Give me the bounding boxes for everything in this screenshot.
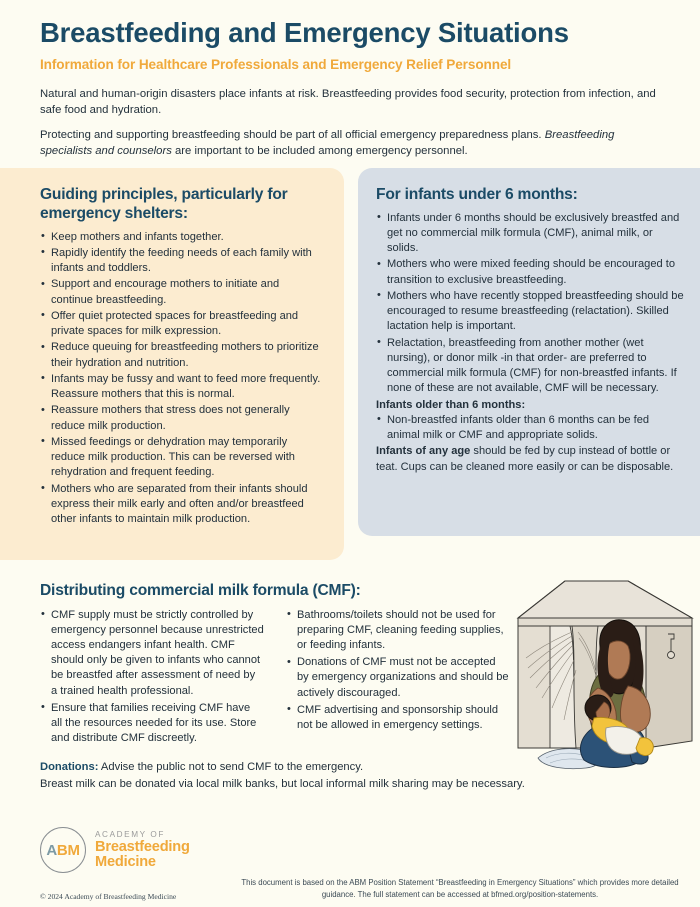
document-source-note <box>234 877 686 900</box>
intro-p2-lead: Protecting and supporting breastfeeding should be part of all official emergency preparedness plans. <box>40 128 545 141</box>
abm-letters-bm: BM <box>56 841 80 859</box>
abm-logo-text <box>95 830 190 871</box>
donations-text: Advise the public not to send CMF to the emergency. <box>98 761 364 774</box>
logo-brand-line1: Breastfeeding <box>95 838 190 855</box>
document-footer <box>0 822 700 907</box>
cmf-right-bullet-list <box>286 608 510 734</box>
list-item: • Keep mothers and infants together. <box>40 230 322 245</box>
donations-label: Donations: <box>40 761 99 774</box>
abm-monogram-icon <box>40 827 86 873</box>
intro-paragraph-2 <box>40 127 665 159</box>
intro-p2-tail: are important to be included among emergency personnel. <box>171 144 468 157</box>
list-item: • Mothers who were mixed feeding should be encouraged to transition to exclusive breastfeeding. <box>376 257 684 288</box>
list-item: • Missed feedings or dehydration may temporarily reduce milk production. This can be reversed with rehydration and frequent feeding. <box>40 435 322 481</box>
panel-infants-under-6-months <box>358 168 700 536</box>
cmf-column-right <box>286 608 510 749</box>
cmf-column-left <box>40 608 264 749</box>
intro-p2-italic: Breastfeeding specialists and counselors <box>40 128 615 157</box>
subheading-infants-older: Infants older than 6 months: <box>376 398 526 411</box>
panel-right-older-bullet-list <box>376 413 684 444</box>
panel-guiding-principles <box>0 168 344 560</box>
list-item: • Support and encourage mothers to initiate and continue breastfeeding. <box>40 277 322 308</box>
any-age-paragraph <box>376 444 684 475</box>
copyright-text: © 2024 Academy of Breastfeeding Medicine <box>40 892 177 901</box>
list-item: • Ensure that families receiving CMF have all the resources needed for its use. Store and distribute CMF discreetly. <box>40 701 264 747</box>
page-subtitle: Information for Healthcare Professionals and Emergency Relief Personnel <box>40 57 512 73</box>
page-title: Breastfeeding and Emergency Situations <box>40 17 569 48</box>
doc-note-line1: This document is based on the ABM Position Statement “Breastfeeding in Emergency Situations” which provides <box>241 878 630 888</box>
list-item: • Reassure mothers that stress does not generally reduce milk production. <box>40 403 322 434</box>
panel-left-bullet-list <box>40 230 322 528</box>
list-item: • Infants under 6 months should be exclusively breastfed and get no commercial milk formula (CMF), animal milk, or solids. <box>376 211 684 257</box>
list-item: • Infants may be fussy and want to feed more frequently. Reassure mothers that this is normal. <box>40 372 322 403</box>
doc-note-line2: more detailed guidance. The full statement can be accessed at bfmed.org/position-statements. <box>321 878 679 899</box>
any-age-bold-label: Infants of any age <box>376 445 471 458</box>
list-item: • CMF advertising and sponsorship should not be allowed in emergency settings. <box>286 703 510 733</box>
list-item: • Non-breastfed infants older than 6 months can be fed animal milk or CMF and appropriate solids. <box>376 413 684 444</box>
document-header <box>0 0 700 159</box>
list-item: • Rapidly identify the feeding needs of each family with infants and toddlers. <box>40 246 322 277</box>
panel-right-title: For infants under 6 months: <box>376 185 578 203</box>
tent-breastfeeding-illustration <box>510 576 700 786</box>
list-item: • Donations of CMF must not be accepted by emergency organizations and should be actively discouraged. <box>286 655 510 701</box>
abm-letter-a: A <box>46 841 57 859</box>
panels-container <box>0 168 700 568</box>
list-item: • Mothers who have recently stopped breastfeeding should be encouraged to resume breastfeeding (relactation). Skilled lactation help is important. <box>376 289 684 335</box>
cmf-left-bullet-list <box>40 608 264 747</box>
cmf-distribution-section <box>0 568 700 792</box>
list-item: • Bathrooms/toilets should not be used for preparing CMF, cleaning feeding supplies, or feeding infants. <box>286 608 510 654</box>
list-item: • CMF supply must be strictly controlled by emergency personnel because unrestricted access endangers infant health. CMF should only be given to infants who cannot be breastfed after assessment of need by a trained health professional. <box>40 608 264 699</box>
panel-right-bullet-list <box>376 211 684 397</box>
intro-paragraph-1: Natural and human-origin disasters place infants at risk. Breastfeeding provides food security, protection from infection, and safe food and hydration. <box>40 87 656 116</box>
list-item: • Offer quiet protected spaces for breastfeeding and private spaces for milk expression. <box>40 309 322 340</box>
list-item: • Mothers who are separated from their infants should express their milk early and often and/or breastfeed other infants to maintain milk production. <box>40 482 322 528</box>
cmf-section-title: Distributing commercial milk formula (CMF): <box>40 581 361 599</box>
donations-line2: Breast milk can be donated via local milk banks, but local informal milk sharing may be necessary. <box>40 777 525 790</box>
logo-brand-line2: Medicine <box>95 854 156 870</box>
abm-logo <box>40 827 190 873</box>
donations-note <box>40 759 585 791</box>
cmf-columns <box>40 608 510 749</box>
list-item: • Relactation, breastfeeding from another mother (wet nursing), or donor milk -in that order- are preferred to commercial milk formula (CMF) for non-breastfed infants. If none of these are not available, CMF will be necessary. <box>376 336 684 397</box>
any-age-rest: should be fed by cup instead of bottle or teat. Cups can be cleaned more easily or can be disposable. <box>376 445 674 473</box>
logo-academy-of: ACADEMY OF <box>95 829 165 839</box>
panel-left-title: Guiding principles, particularly for emergency shelters: <box>40 185 288 222</box>
list-item: • Reduce queuing for breastfeeding mothers to prioritize their hydration and nutrition. <box>40 340 322 371</box>
